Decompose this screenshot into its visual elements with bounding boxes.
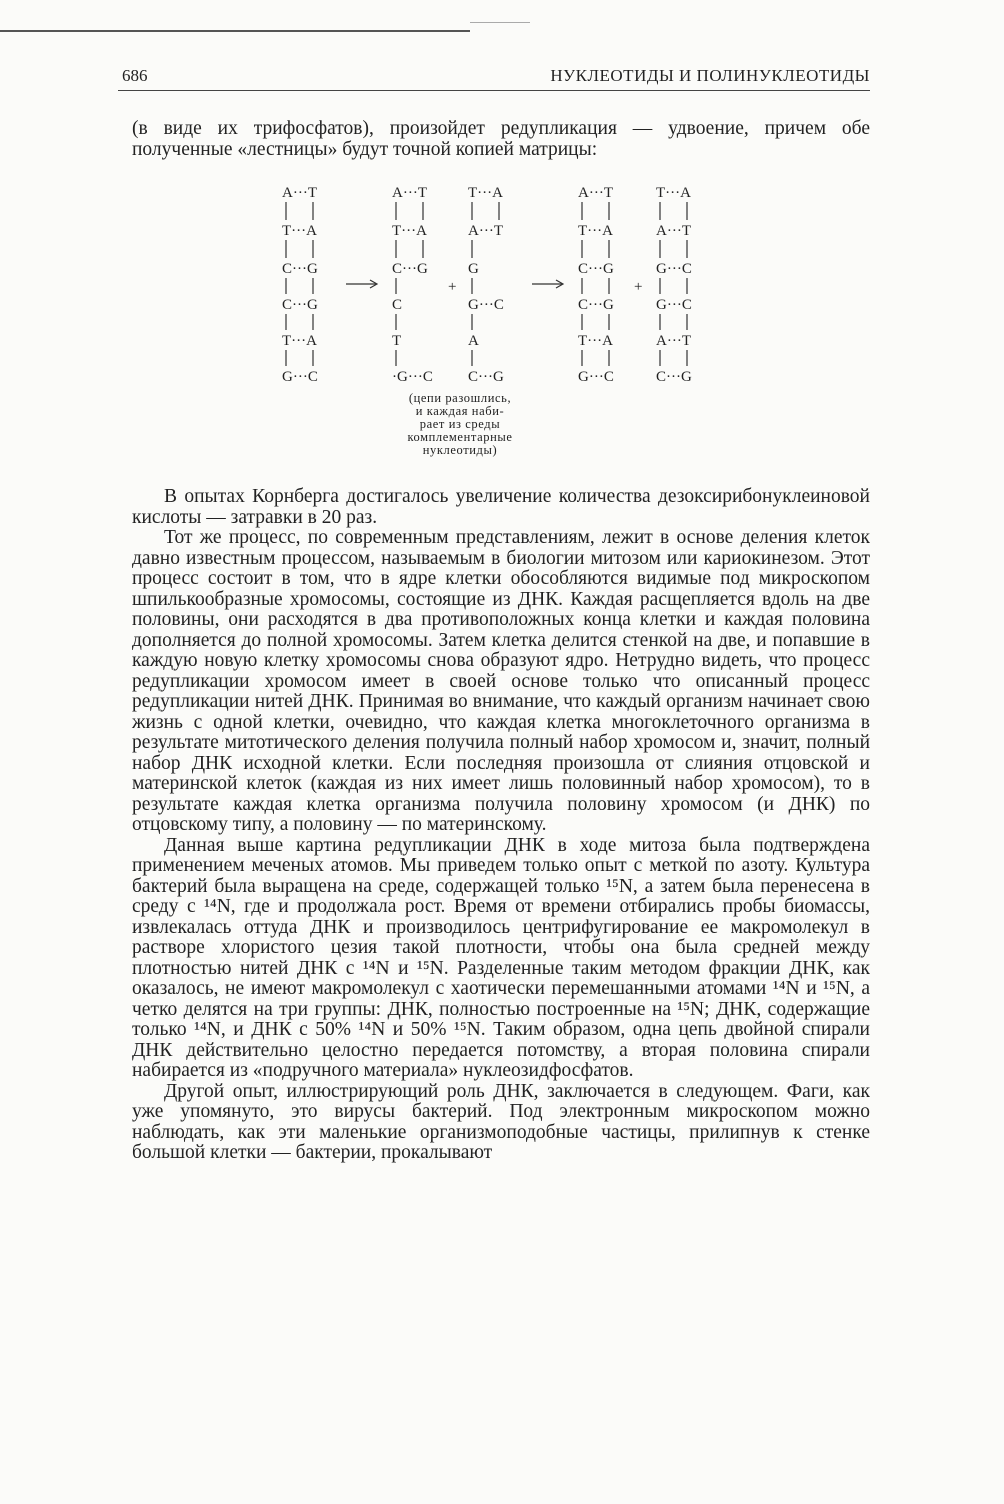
base-pair-label: G···C: [282, 369, 318, 385]
base-pair-label: T: [392, 333, 402, 349]
base-pair-label: C···G: [578, 261, 614, 277]
base-pair-label: T···A: [656, 185, 691, 201]
paragraph: Данная выше картина редупликации ДНК в ходе митоза была подтверждена применением меченых атомов. Мы приведем только опыт с меткой по азоту. Культура бактерий была выращена на среде, содержащей только ¹⁵N, а затем была перенесена в среду с ¹⁴N, где и продолжала рост. Время от времени отбирались пробы биомассы, извлекалась оттуда ДНК и производилось центрифугирование ее макромолекул в растворе хлористого цезия такой плотности, чтобы она была средней между плотностью нитей ДНК с ¹⁴N и ¹⁵N. Разделенные таким методом фракции ДНК, как оказалось, не имеют макромолекул с хаотически перемешанными атомами ¹⁴N и ¹⁵N, а четко делятся на три группы: ДНК, полностью построенные на ¹⁵N; ДНК, содержащие только ¹⁴N, и ДНК с 50% ¹⁴N и 50% ¹⁵N. Таким образом, одна цепь двойной спирали ДНК действительно целостно передается потомству, а вторая половина спирали набирается из «подручного материала» нуклеозидфосфатов.: [132, 834, 870, 1081]
body-text: [132, 487, 870, 1164]
base-pair-label: T···A: [578, 223, 613, 239]
base-pair-label: A···T: [656, 333, 691, 349]
caption-line: и каждая наби-: [415, 404, 505, 418]
base-pair-label: G: [468, 261, 479, 277]
base-pair-label: A···T: [656, 223, 691, 239]
base-pair-label: A···T: [468, 223, 503, 239]
base-pair-label: C···G: [392, 261, 428, 277]
base-pair-label: C···G: [656, 369, 692, 385]
base-pair-label: A: [468, 333, 479, 349]
top-edge-mark: [470, 22, 530, 23]
page-header: [118, 64, 870, 88]
base-pair-label: T···A: [282, 223, 317, 239]
page-number: 686: [122, 66, 148, 85]
caption-line: рает из среды: [419, 417, 501, 431]
replication-diagram: [270, 180, 720, 470]
base-pair-label: T···A: [468, 185, 503, 201]
base-pair-label: T···A: [282, 333, 317, 349]
intro-block: [132, 119, 870, 160]
base-pair-label: A···T: [282, 185, 317, 201]
paragraph: Другой опыт, иллюстрирующий роль ДНК, заключается в следующем. Фаги, как уже упомянуто, это вирусы бактерий. Под электронным микроскопом можно наблюдать, как эти маленькие организмоподобные частицы, прилипнув к стенке большой клетки — бактерии, прокалывают: [132, 1080, 870, 1163]
base-pair-label: C: [392, 297, 403, 313]
base-pair-label: T···A: [392, 223, 427, 239]
base-pair-label: C···G: [468, 369, 504, 385]
paragraph: В опытах Корнберга достигалось увеличение количества дезоксирибонуклеиновой кислоты — затравки в 20 раз.: [132, 486, 870, 528]
base-pair-label: ·G···C: [392, 369, 433, 385]
plus-sign: +: [634, 279, 643, 295]
running-title: НУКЛЕОТИДЫ И ПОЛИНУКЛЕОТИДЫ: [550, 66, 870, 85]
caption-line: (цепи разошлись,: [408, 391, 512, 405]
plus-sign: +: [448, 279, 457, 295]
base-pair-label: A···T: [578, 185, 613, 201]
caption-line: нуклеотиды): [422, 443, 498, 457]
base-pair-label: C···G: [282, 297, 318, 313]
top-edge-rule: [0, 30, 470, 32]
base-pair-label: G···C: [468, 297, 504, 313]
caption-line: комплементарные: [407, 430, 513, 444]
base-pair-label: A···T: [392, 185, 427, 201]
diagram-caption: [385, 392, 535, 457]
paragraph: Тот же процесс, по современным представлениям, лежит в основе деления клеток давно известным процессом, называемым в биологии митозом или кариокинезом. Этот процесс состоит в том, что в ядре клетки обособляются видимые под микроскопом шпилькообразные хромосомы, состоящие из ДНК. Каждая расщепляется вдоль на две половины, они расходятся в два противоположных конца клетки и каждая половина дополняется до полной хромосомы. Затем клетка делится стенкой на две, и попавшие в каждую новую клетку хромосомы снова образуют ядро. Нетрудно видеть, что процесс редупликации хромосом имеет в своей основе только что описанный процесс редупликации нитей ДНК. Принимая во внимание, что каждый организм начинает свою жизнь с одной клетки, очевидно, что каждая клетка многоклеточного организма в результате митотического деления получила полный набор хромосом и, значит, полный набор ДНК исходной клетки. Если последняя произошла от слияния отцовской и материнской клеток (каждая из них имеет лишь половинный набор хромосом), то в результате каждая клетка организма получила половину хромосом (и ДНК) по отцовскому типу, а половину — по материнскому.: [132, 527, 870, 835]
base-pair-label: C···G: [578, 297, 614, 313]
base-pair-label: C···G: [282, 261, 318, 277]
intro-paragraph: (в виде их трифосфатов), произойдет редупликация — удвоение, причем обе полученные «лестницы» будут точной копией матрицы:: [132, 118, 870, 160]
base-pair-label: G···C: [656, 261, 692, 277]
base-pair-label: T···A: [578, 333, 613, 349]
base-pair-label: G···C: [656, 297, 692, 313]
header-rule: [118, 90, 870, 91]
base-pair-label: G···C: [578, 369, 614, 385]
